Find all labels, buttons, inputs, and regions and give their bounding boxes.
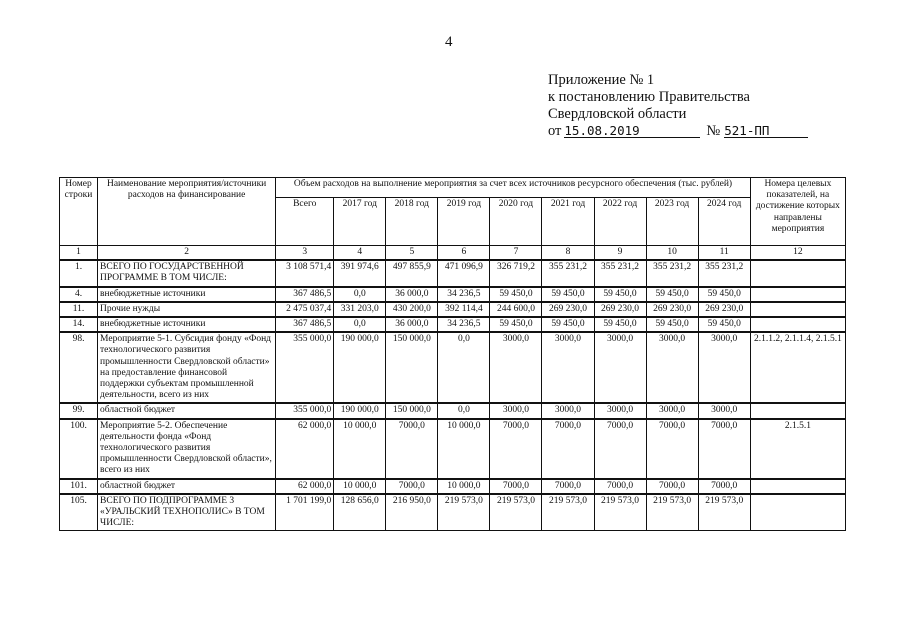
expenses-table xyxy=(59,177,846,531)
row-value: 7000,0 xyxy=(594,419,646,479)
row-value: 3000,0 xyxy=(542,332,594,403)
row-value: 36 000,0 xyxy=(386,287,438,302)
table-row xyxy=(60,317,846,332)
row-value: 355 231,2 xyxy=(646,260,698,286)
row-number: 105. xyxy=(60,494,98,531)
header-year: 2017 год xyxy=(334,198,386,246)
row-name: ВСЕГО ПО ГОСУДАРСТВЕННОЙ ПРОГРАММЕ В ТОМ ЧИСЛЕ: xyxy=(98,260,276,286)
row-name: ВСЕГО ПО ПОДПРОГРАММЕ 3 «УРАЛЬСКИЙ ТЕХНОПОЛИС» В ТОМ ЧИСЛЕ: xyxy=(98,494,276,531)
row-value: 331 203,0 xyxy=(334,302,386,317)
table-header-row xyxy=(60,178,846,198)
table-row xyxy=(60,403,846,418)
row-number: 1. xyxy=(60,260,98,286)
row-value: 59 450,0 xyxy=(698,287,750,302)
row-value: 36 000,0 xyxy=(386,317,438,332)
row-value: 59 450,0 xyxy=(542,317,594,332)
row-value: 3000,0 xyxy=(490,403,542,418)
header-total: Всего xyxy=(276,198,334,246)
row-value: 150 000,0 xyxy=(386,332,438,403)
table-row xyxy=(60,260,846,286)
row-value: 190 000,0 xyxy=(334,332,386,403)
column-number: 4 xyxy=(334,246,386,261)
row-value: 7000,0 xyxy=(490,479,542,494)
row-value: 219 573,0 xyxy=(490,494,542,531)
row-value: 3000,0 xyxy=(594,403,646,418)
column-number: 2 xyxy=(98,246,276,261)
row-value: 59 450,0 xyxy=(490,287,542,302)
row-name: Мероприятие 5-1. Субсидия фонду «Фонд технологического развития промышленности Свердловской области» на предоставление финансовой поддержки субъектам промышленной деятельности, всего из них xyxy=(98,332,276,403)
row-value: 3000,0 xyxy=(646,332,698,403)
header-year: 2021 год xyxy=(542,198,594,246)
row-value: 355 000,0 xyxy=(276,403,334,418)
row-name: внебюджетные источники xyxy=(98,317,276,332)
row-targets xyxy=(750,260,845,286)
row-value: 219 573,0 xyxy=(542,494,594,531)
row-value: 59 450,0 xyxy=(594,287,646,302)
row-value: 7000,0 xyxy=(490,419,542,479)
table-row xyxy=(60,479,846,494)
row-value: 59 450,0 xyxy=(646,317,698,332)
column-number: 5 xyxy=(386,246,438,261)
row-value: 0,0 xyxy=(334,287,386,302)
row-number: 4. xyxy=(60,287,98,302)
appendix-header xyxy=(548,72,808,140)
page-number: 4 xyxy=(445,34,453,50)
table-row xyxy=(60,332,846,403)
appendix-subtitle: к постановлению Правительства xyxy=(548,89,750,105)
row-value: 3 108 571,4 xyxy=(276,260,334,286)
row-value: 367 486,5 xyxy=(276,317,334,332)
row-number: 99. xyxy=(60,403,98,418)
row-value: 59 450,0 xyxy=(490,317,542,332)
row-value: 7000,0 xyxy=(698,479,750,494)
row-name: Прочие нужды xyxy=(98,302,276,317)
column-number: 7 xyxy=(490,246,542,261)
row-value: 355 231,2 xyxy=(594,260,646,286)
header-year: 2024 год xyxy=(698,198,750,246)
table-row xyxy=(60,494,846,531)
appendix-title: Приложение № 1 xyxy=(548,72,655,88)
row-value: 7000,0 xyxy=(386,419,438,479)
row-value: 59 450,0 xyxy=(698,317,750,332)
column-number: 10 xyxy=(646,246,698,261)
row-value: 0,0 xyxy=(438,332,490,403)
header-row-no: Номер строки xyxy=(60,178,98,246)
row-targets xyxy=(750,287,845,302)
row-value: 10 000,0 xyxy=(438,419,490,479)
header-year: 2023 год xyxy=(646,198,698,246)
row-value: 219 573,0 xyxy=(646,494,698,531)
row-value: 219 573,0 xyxy=(698,494,750,531)
column-number: 9 xyxy=(594,246,646,261)
row-value: 150 000,0 xyxy=(386,403,438,418)
row-value: 216 950,0 xyxy=(386,494,438,531)
row-value: 0,0 xyxy=(438,403,490,418)
row-value: 7000,0 xyxy=(542,419,594,479)
row-value: 3000,0 xyxy=(646,403,698,418)
row-value: 59 450,0 xyxy=(542,287,594,302)
row-value: 3000,0 xyxy=(542,403,594,418)
header-year: 2022 год xyxy=(594,198,646,246)
resolution-number: 521-ПП xyxy=(724,124,808,138)
row-number: 14. xyxy=(60,317,98,332)
row-value: 355 231,2 xyxy=(698,260,750,286)
row-value: 10 000,0 xyxy=(334,479,386,494)
row-value: 7000,0 xyxy=(542,479,594,494)
row-value: 128 656,0 xyxy=(334,494,386,531)
row-value: 62 000,0 xyxy=(276,419,334,479)
row-value: 244 600,0 xyxy=(490,302,542,317)
date-prefix: от xyxy=(548,123,562,139)
column-number: 12 xyxy=(750,246,845,261)
row-value: 269 230,0 xyxy=(594,302,646,317)
row-value: 391 974,6 xyxy=(334,260,386,286)
row-value: 269 230,0 xyxy=(698,302,750,317)
header-name: Наименование мероприятия/источники расходов на финансирование xyxy=(98,178,276,246)
row-name: внебюджетные источники xyxy=(98,287,276,302)
row-value: 1 701 199,0 xyxy=(276,494,334,531)
row-value: 3000,0 xyxy=(594,332,646,403)
header-targets: Номера целевых показателей, на достижение которых направлены мероприятия xyxy=(750,178,845,246)
resolution-date: 15.08.2019 xyxy=(564,124,700,138)
row-number: 100. xyxy=(60,419,98,479)
row-value: 471 096,9 xyxy=(438,260,490,286)
header-year: 2018 год xyxy=(386,198,438,246)
row-value: 59 450,0 xyxy=(594,317,646,332)
row-name: областной бюджет xyxy=(98,479,276,494)
row-value: 269 230,0 xyxy=(542,302,594,317)
row-value: 430 200,0 xyxy=(386,302,438,317)
row-value: 3000,0 xyxy=(698,403,750,418)
table-row xyxy=(60,287,846,302)
row-value: 7000,0 xyxy=(594,479,646,494)
table-row xyxy=(60,419,846,479)
row-targets: 2.1.1.2, 2.1.1.4, 2.1.5.1 xyxy=(750,332,845,403)
number-prefix: № xyxy=(706,123,721,139)
row-targets xyxy=(750,302,845,317)
row-value: 7000,0 xyxy=(698,419,750,479)
row-value: 7000,0 xyxy=(646,419,698,479)
row-value: 190 000,0 xyxy=(334,403,386,418)
column-number: 1 xyxy=(60,246,98,261)
row-targets xyxy=(750,317,845,332)
column-number: 3 xyxy=(276,246,334,261)
row-name: областной бюджет xyxy=(98,403,276,418)
row-value: 326 719,2 xyxy=(490,260,542,286)
row-value: 0,0 xyxy=(334,317,386,332)
row-value: 269 230,0 xyxy=(646,302,698,317)
row-targets xyxy=(750,403,845,418)
row-value: 59 450,0 xyxy=(646,287,698,302)
row-number: 101. xyxy=(60,479,98,494)
header-volume: Объем расходов на выполнение мероприятия за счет всех источников ресурсного обеспечения (тыс. рублей) xyxy=(276,178,751,198)
row-value: 34 236,5 xyxy=(438,287,490,302)
row-targets xyxy=(750,479,845,494)
header-year: 2019 год xyxy=(438,198,490,246)
row-value: 7000,0 xyxy=(646,479,698,494)
row-value: 392 114,4 xyxy=(438,302,490,317)
row-value: 497 855,9 xyxy=(386,260,438,286)
row-value: 10 000,0 xyxy=(438,479,490,494)
row-number: 11. xyxy=(60,302,98,317)
row-value: 62 000,0 xyxy=(276,479,334,494)
row-value: 355 000,0 xyxy=(276,332,334,403)
row-value: 367 486,5 xyxy=(276,287,334,302)
column-number: 6 xyxy=(438,246,490,261)
row-value: 2 475 037,4 xyxy=(276,302,334,317)
column-number-row xyxy=(60,246,846,261)
appendix-region: Свердловской области xyxy=(548,106,687,122)
row-name: Мероприятие 5-2. Обеспечение деятельности фонда «Фонд технологического развития промышленности Свердловской области», всего из них xyxy=(98,419,276,479)
header-year: 2020 год xyxy=(490,198,542,246)
table-row xyxy=(60,302,846,317)
row-targets xyxy=(750,494,845,531)
row-number: 98. xyxy=(60,332,98,403)
row-value: 219 573,0 xyxy=(438,494,490,531)
appendix-date-line xyxy=(548,123,808,140)
column-number: 11 xyxy=(698,246,750,261)
row-value: 219 573,0 xyxy=(594,494,646,531)
row-value: 7000,0 xyxy=(386,479,438,494)
row-value: 3000,0 xyxy=(490,332,542,403)
row-value: 34 236,5 xyxy=(438,317,490,332)
row-targets: 2.1.5.1 xyxy=(750,419,845,479)
column-number: 8 xyxy=(542,246,594,261)
row-value: 10 000,0 xyxy=(334,419,386,479)
row-value: 355 231,2 xyxy=(542,260,594,286)
row-value: 3000,0 xyxy=(698,332,750,403)
